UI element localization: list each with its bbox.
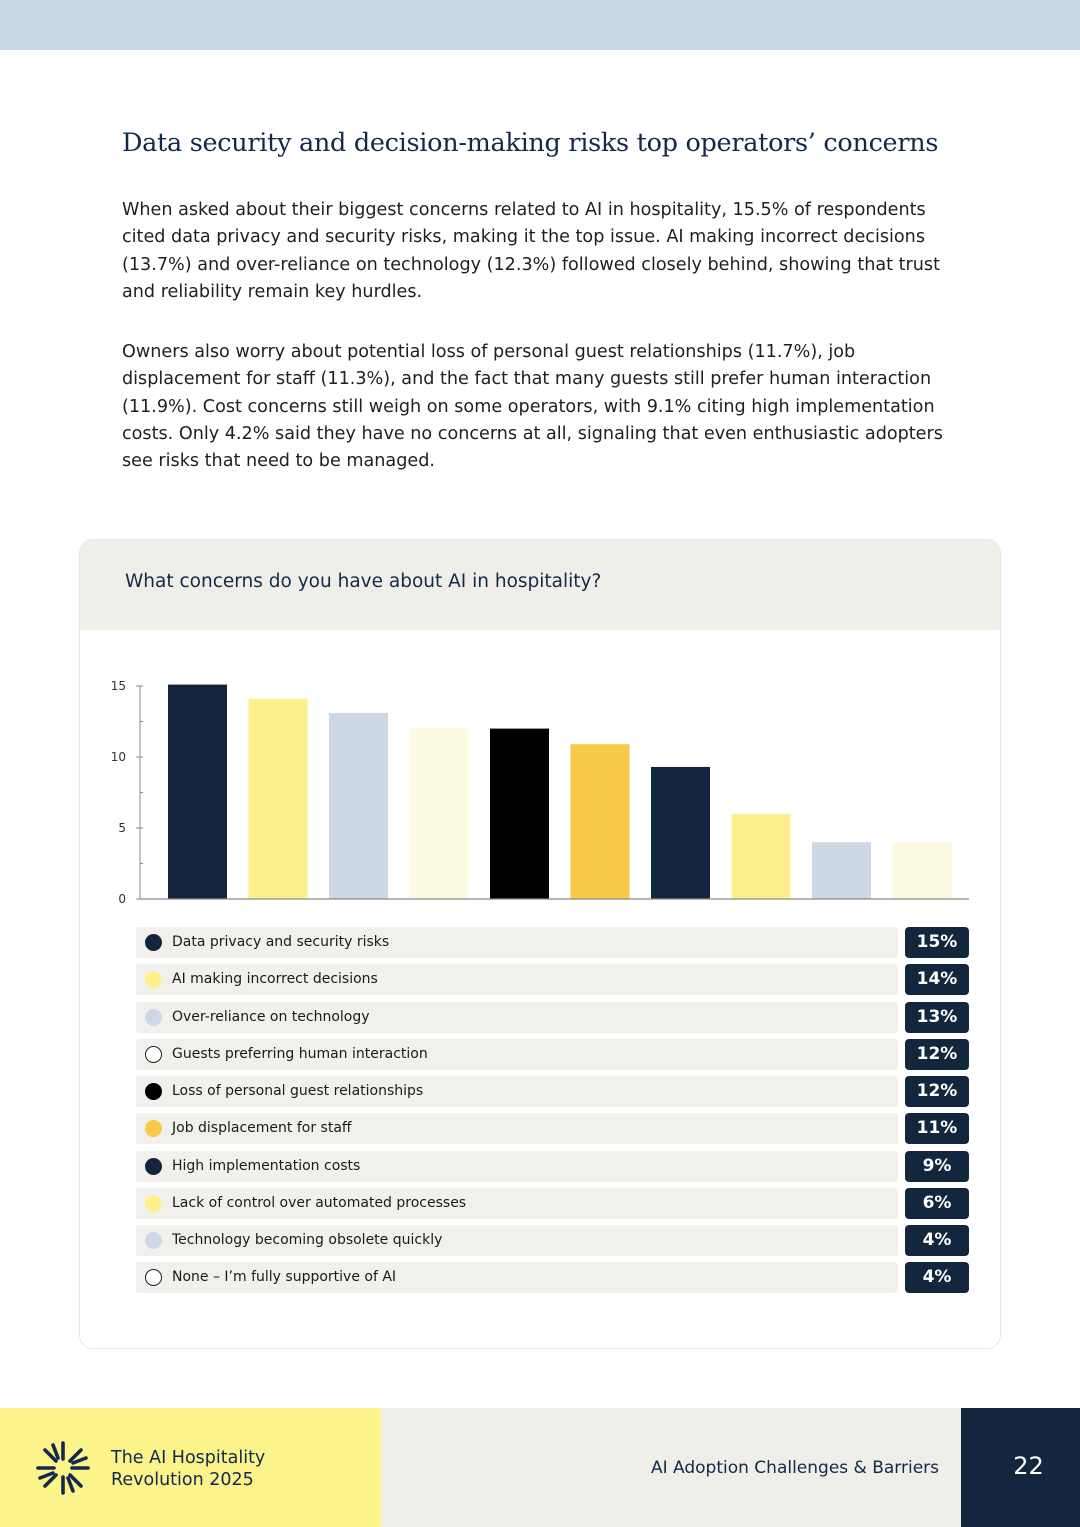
legend-dot-icon	[145, 1158, 162, 1175]
value-badge: 4%	[905, 1262, 969, 1293]
legend-label: Loss of personal guest relationships	[172, 1083, 424, 1099]
bar-7	[651, 767, 710, 899]
legend-dot-icon	[145, 971, 162, 988]
chart-title: What concerns do you have about AI in hospitality?	[125, 571, 602, 592]
legend-dot-icon	[145, 1046, 162, 1063]
legend-label: AI making incorrect decisions	[172, 971, 378, 988]
legend-label: Technology becoming obsolete quickly	[172, 1232, 443, 1248]
bar-5	[490, 729, 549, 899]
body-paragraph-1: When asked about their biggest concerns related to AI in hospitality, 15.5% of respondents cited data privacy and security risks, making it the top issue. AI making incorrect decisions (13.7%) and over-reliance on technology (12.3%) followed closely behind, showing that trust and reliability remain key hurdles.	[122, 200, 940, 302]
footer-brand-title	[111, 1447, 265, 1491]
y-tick-label: 5	[118, 821, 126, 835]
legend-row	[136, 1039, 898, 1070]
legend-label: Over-reliance on technology	[172, 1008, 370, 1025]
legend-label: Data privacy and security risks	[172, 934, 390, 950]
y-tick-label: 10	[110, 750, 126, 764]
value-badge: 15%	[905, 927, 969, 958]
y-tick-label: 15	[110, 679, 126, 693]
bar-9	[812, 842, 871, 899]
value-badge: 13%	[905, 1002, 969, 1033]
brand-line-2: Revolution 2025	[111, 1470, 254, 1490]
legend-label: High implementation costs	[172, 1157, 361, 1174]
value-badge: 6%	[905, 1188, 969, 1219]
legend-label: None – I’m fully supportive of AI	[172, 1269, 397, 1286]
legend-row	[136, 1151, 898, 1182]
value-badge: 9%	[905, 1151, 969, 1182]
bar-3	[329, 713, 388, 899]
legend-dot-icon	[145, 1269, 162, 1286]
bar-10	[893, 842, 952, 899]
sunburst-logo-icon	[35, 1440, 91, 1496]
bar-8	[732, 814, 791, 899]
legend-label: Lack of control over automated processes	[172, 1194, 467, 1211]
legend-label: Guests preferring human interaction	[172, 1045, 428, 1062]
legend-row	[136, 1002, 898, 1033]
legend-dot-icon	[145, 1009, 162, 1026]
value-badge: 12%	[905, 1039, 969, 1070]
bar-1	[168, 685, 227, 899]
legend-row	[136, 1262, 898, 1293]
legend-label: Job displacement for staff	[172, 1120, 352, 1137]
legend-row	[136, 1076, 898, 1107]
body-paragraph-2: Owners also worry about potential loss of personal guest relationships (11.7%), job displacement for staff (11.3%), and the fact that many guests still prefer human interaction (11.9%). Cost concerns still weigh on some operators, with 9.1% citing high implementation costs. Only 4.2% said they have no concerns at all, signaling that even enthusiastic adopters see risks that need to be managed.	[122, 342, 943, 472]
page-number: 22	[1013, 1452, 1044, 1480]
y-tick-label: 0	[118, 892, 126, 906]
brand-line-1: The AI Hospitality	[111, 1448, 266, 1468]
legend-dot-icon	[145, 1195, 162, 1212]
bar-6	[571, 744, 630, 899]
legend-row	[136, 1113, 898, 1144]
bar-4	[410, 729, 469, 899]
legend-dot-icon	[145, 1232, 162, 1249]
legend-row	[136, 964, 898, 995]
value-badge: 12%	[905, 1076, 969, 1107]
legend-row	[136, 1188, 898, 1219]
footer-section-name: AI Adoption Challenges & Barriers	[650, 1458, 939, 1478]
legend-row	[136, 1225, 898, 1256]
value-badge: 11%	[905, 1113, 969, 1144]
page-heading: Data security and decision-making risks top operators’ concerns	[122, 128, 939, 158]
legend-dot-icon	[145, 934, 162, 951]
legend-dot-icon	[145, 1083, 162, 1100]
legend-row	[136, 927, 898, 958]
legend-dot-icon	[145, 1120, 162, 1137]
value-badge: 4%	[905, 1225, 969, 1256]
value-badge: 14%	[905, 964, 969, 995]
bar-2	[249, 699, 308, 899]
